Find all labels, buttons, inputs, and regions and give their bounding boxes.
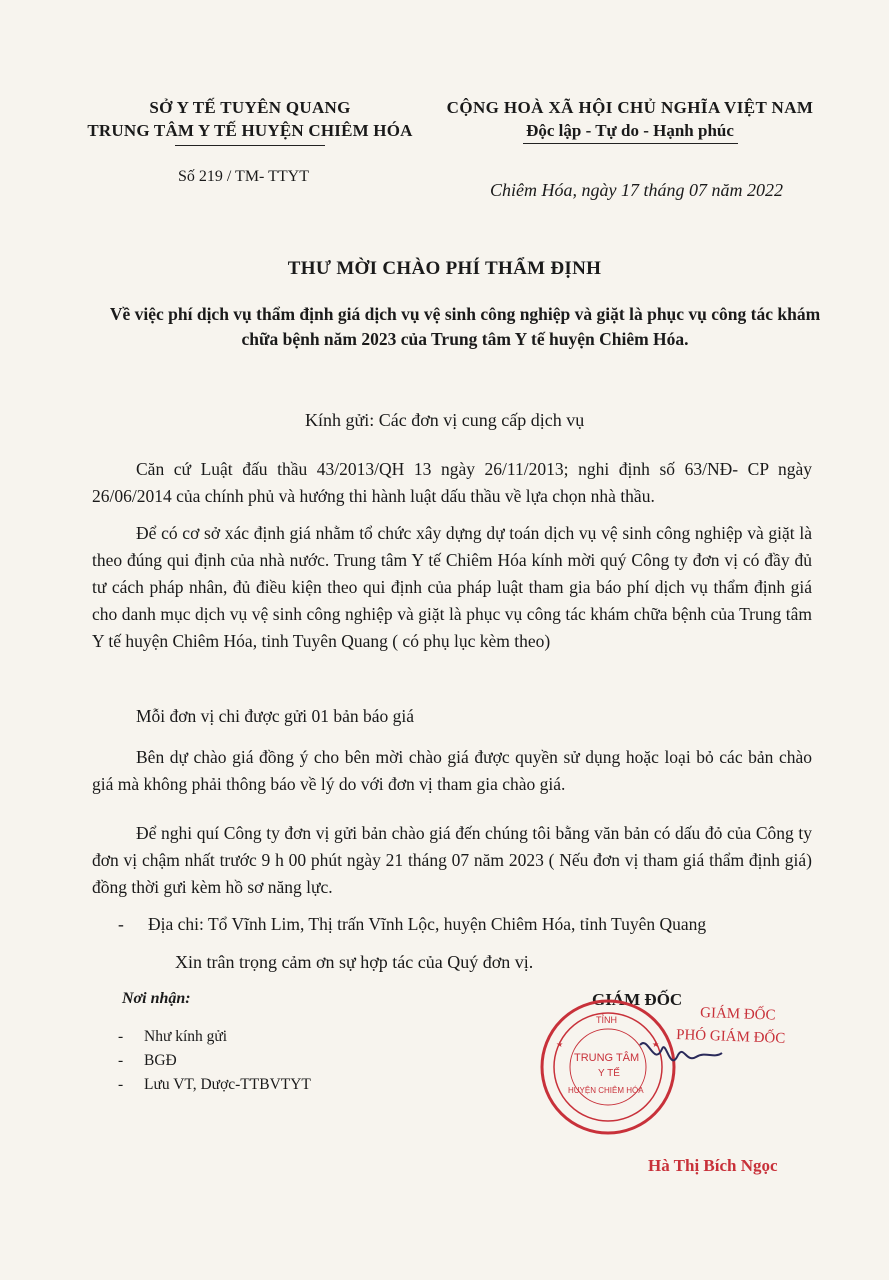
issuer-department: SỞ Y TẾ TUYÊN QUANG xyxy=(149,98,351,117)
document-title: THƯ MỜI CHÀO PHÍ THẨM ĐỊNH xyxy=(287,258,602,279)
svg-text:★: ★ xyxy=(652,1040,660,1049)
seal-center-line1: TRUNG TÂM xyxy=(574,1052,640,1064)
national-motto: Độc lập - Tự do - Hạnh phúc xyxy=(526,121,734,140)
greeting: Kính gửi: Các đơn vị cung cấp dịch vụ xyxy=(305,410,585,430)
signer-name: Hà Thị Bích Ngọc xyxy=(648,1156,778,1175)
seal-top-text: TỈNH xyxy=(596,1015,617,1025)
recipient-item: - Như kính gửi xyxy=(118,1028,228,1045)
national-header xyxy=(430,98,830,144)
document-date: Chiêm Hóa, ngày 17 tháng 07 năm 2022 xyxy=(490,180,783,200)
motto-underline xyxy=(523,143,738,144)
document-number: Số 219 / TM- TTYT xyxy=(178,168,309,185)
document-subject: Về việc phí dịch vụ thẩm định giá dịch vụ vệ sinh công nghiệp và giặt là phục vụ công tác khám chữa bệnh năm 2023 của Trung tâm Y tế huyện Chiêm Hóa. xyxy=(109,304,821,349)
national-title: CỘNG HOÀ XÃ HỘI CHỦ NGHĨA VIỆT NAM xyxy=(446,98,814,117)
closing-thanks: Xin trân trọng cảm ơn sự hợp tác của Quý đơn vị. xyxy=(175,952,534,972)
round-seal xyxy=(542,1001,674,1133)
svg-text:★: ★ xyxy=(556,1040,564,1049)
seal-center-line3: HUYỆN CHIÊM HÓA xyxy=(568,1086,644,1095)
recipient-item: - BGĐ xyxy=(118,1052,177,1069)
stamp-role-1: GIÁM ĐỐC xyxy=(699,1005,776,1024)
address-text: Địa chi: Tổ Vĩnh Lim, Thị trấn Vĩnh Lộc, huyện Chiêm Hóa, tỉnh Tuyên Quang xyxy=(148,914,707,934)
paragraph-one-quote: Mỗi đơn vị chi được gửi 01 bản báo giá xyxy=(136,706,415,726)
paragraph-legal-basis: Căn cứ Luật đấu thầu 43/2013/QH 13 ngày 26/11/2013; nghi định số 63/NĐ- CP ngày 26/06/2014 của chính phủ và hướng thi hành luật dấu thầu về lựa chọn nhà thầu. xyxy=(92,459,812,506)
issuer-underline xyxy=(175,145,325,146)
paragraph-invitation: Để có cơ sở xác định giá nhằm tổ chức xây dựng dự toán dịch vụ vệ sinh công nghiệp và giặt là theo đúng qui định của nhà nước. Trung tâm Y tế Chiêm Hóa kính mời quý Công ty đơn vị có đầy đủ tư cách pháp nhân, đủ điều kiện theo qui định của pháp luật tham gia báo phí dịch vụ thẩm định giá cho danh mục dịch vụ vệ sinh công nghiệp và giặt là phục vụ công tác khám chữa bệnh của Trung tâm Y tế huyện Chiêm Hóa, tinh Tuyên Quang ( có phụ lục kèm theo) xyxy=(92,523,812,651)
paragraph-rights: Bên dự chào giá đồng ý cho bên mời chào giá được quyền sử dụng hoặc loại bỏ các bản chào giá mà không phải thông báo về lý do với đơn vị tham gia chào giá. xyxy=(92,747,812,794)
signer-role: GIÁM ĐỐC xyxy=(592,990,683,1009)
address-line xyxy=(118,914,706,935)
seal-center-line2: Y TẾ xyxy=(598,1068,620,1079)
recipients-title: Nơi nhận: xyxy=(122,990,191,1007)
address-bullet: - xyxy=(118,914,124,934)
issuer-name: TRUNG TÂM Y TẾ HUYỆN CHIÊM HÓA xyxy=(87,121,413,140)
paragraph-deadline: Để nghi quí Công ty đơn vị gửi bản chào giá đến chúng tôi bằng văn bản có dấu đỏ của Công ty đơn vị chậm nhất trước 9 h 00 phút ngày 21 tháng 07 năm 2023 ( Nếu đơn vị tham giá thẩm định giá) đồng thời gưi kèm hồ sơ năng lực. xyxy=(92,823,812,897)
issuer-header xyxy=(70,98,430,146)
official-seal-and-signature xyxy=(520,975,830,1195)
stamp-role-2: PHÓ GIÁM ĐỐC xyxy=(675,1027,786,1047)
recipient-item: - Lưu VT, Dược-TTBVTYT xyxy=(118,1076,311,1093)
